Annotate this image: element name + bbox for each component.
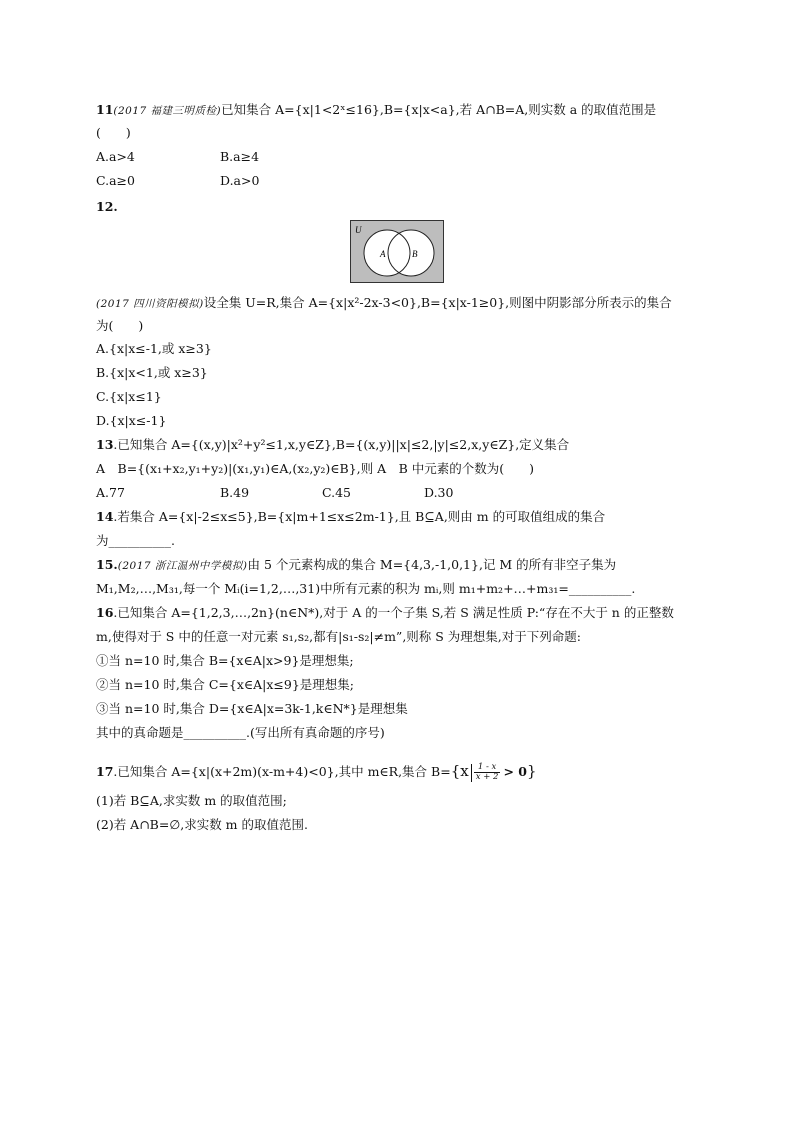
option-b: B.{x|x<1,或 x≥3} [96, 365, 208, 380]
question-source: (2017 浙江温州中学模拟) [117, 560, 248, 572]
answer-paren: ( ) [96, 125, 131, 140]
question-text: 由 5 个元素构成的集合 M={4,3,-1,0,1},记 M 的所有非空子集为 [247, 557, 617, 572]
set-b-relation: > 0 [503, 764, 527, 779]
proposition-1: ①当 n=10 时,集合 B={x∈A|x>9}是理想集; [96, 653, 354, 668]
question-12-line-2: 为( ) [96, 318, 144, 333]
question-text: .已知集合 A={1,2,3,…,2n}(n∈N*),对于 A 的一个子集 S,若 S 满足性质 P:“存在不大于 n 的正整数 [113, 605, 674, 620]
question-number: 12 [96, 199, 114, 214]
question-number: 15 [96, 557, 114, 572]
option-b: B.a≥4 [220, 149, 260, 164]
set-b-open: {x [450, 762, 469, 780]
question-source: (2017 福建三明质检) [113, 105, 222, 117]
option-d: D.30 [424, 485, 454, 500]
proposition-3: ③当 n=10 时,集合 D={x∈A|x=3k-1,k∈N*}是理想集 [96, 701, 408, 716]
question-16-line-3: 其中的真命题是__________.(写出所有真命题的序号) [96, 725, 385, 740]
question-13-line-1 [96, 436, 569, 454]
question-16-line-2: m,使得对于 S 中的任意一对元素 s₁,s₂,都有|s₁-s₂|≠m”,则称 S 为理想集,对于下列命题: [96, 629, 581, 644]
question-17-part-2: (2)若 A∩B=∅,求实数 m 的取值范围. [96, 817, 308, 832]
question-11-line-1 [96, 101, 656, 120]
set-b-close: } [526, 762, 537, 780]
question-text: 已知集合 A={x|1<2ˣ≤16},B={x|x<a},若 A∩B=A,则实数 a 的取值范围是 [221, 102, 657, 117]
option-d: D.{x|x≤-1} [96, 413, 167, 428]
question-number: 14 [96, 509, 114, 524]
option-a: A.a>4 [96, 149, 135, 164]
question-15-line-2: M₁,M₂,…,M₃₁,每一个 Mᵢ(i=1,2,…,31)中所有元素的积为 mᵢ,则 m₁+m₂+…+m₃₁=__________. [96, 581, 636, 596]
question-12-number [96, 198, 118, 216]
question-12-line-1 [96, 294, 672, 313]
question-source: (2017 四川资阳模拟) [96, 298, 204, 310]
question-17-line-1 [96, 762, 537, 782]
option-a: A.{x|x≤-1,或 x≥3} [96, 341, 212, 356]
venn-label-a: A [380, 249, 386, 259]
option-d: D.a>0 [220, 173, 260, 188]
question-16-line-1 [96, 604, 674, 622]
set-b-fraction [474, 763, 501, 782]
question-14-line-1 [96, 508, 605, 526]
question-dot: . [113, 199, 118, 214]
fraction-denominator: x + 2 [475, 772, 499, 782]
option-c: C.{x|x≤1} [96, 389, 162, 404]
option-b: B.49 [220, 485, 250, 500]
option-c: C.45 [322, 485, 351, 500]
venn-label-u: U [355, 225, 362, 235]
venn-diagram [350, 220, 444, 283]
question-number: 17 [96, 764, 114, 779]
question-15-line-1 [96, 556, 616, 575]
question-dot: . [113, 557, 118, 572]
question-13-line-2: A B={(x₁+x₂,y₁+y₂)|(x₁,y₁)∈A,(x₂,y₂)∈B},则 A B 中元素的个数为( ) [96, 461, 535, 476]
question-text: 设全集 U=R,集合 A={x|x²-2x-3<0},B={x|x-1≥0},则图中阴影部分所表示的集合 [203, 295, 672, 310]
question-14-line-2: 为__________. [96, 533, 175, 548]
question-number: 11 [96, 102, 114, 117]
option-c: C.a≥0 [96, 173, 135, 188]
question-number: 16 [96, 605, 114, 620]
proposition-2: ②当 n=10 时,集合 C={x∈A|x≤9}是理想集; [96, 677, 354, 692]
question-text: .已知集合 A={(x,y)|x²+y²≤1,x,y∈Z},B={(x,y)||x|≤2,|y|≤2,x,y∈Z},定义集合 [113, 437, 570, 452]
venn-label-b: B [412, 249, 418, 259]
question-text: .已知集合 A={x|(x+2m)(x-m+4)<0},其中 m∈R,集合 B= [113, 764, 451, 779]
option-a: A.77 [96, 485, 125, 500]
question-text: .若集合 A={x|-2≤x≤5},B={x|m+1≤x≤2m-1},且 B⊆A,则由 m 的可取值组成的集合 [113, 509, 606, 524]
fraction-numerator: 1 - x [474, 763, 501, 773]
question-number: 13 [96, 437, 114, 452]
question-17-part-1: (1)若 B⊆A,求实数 m 的取值范围; [96, 793, 287, 808]
set-b-bar [471, 764, 472, 782]
